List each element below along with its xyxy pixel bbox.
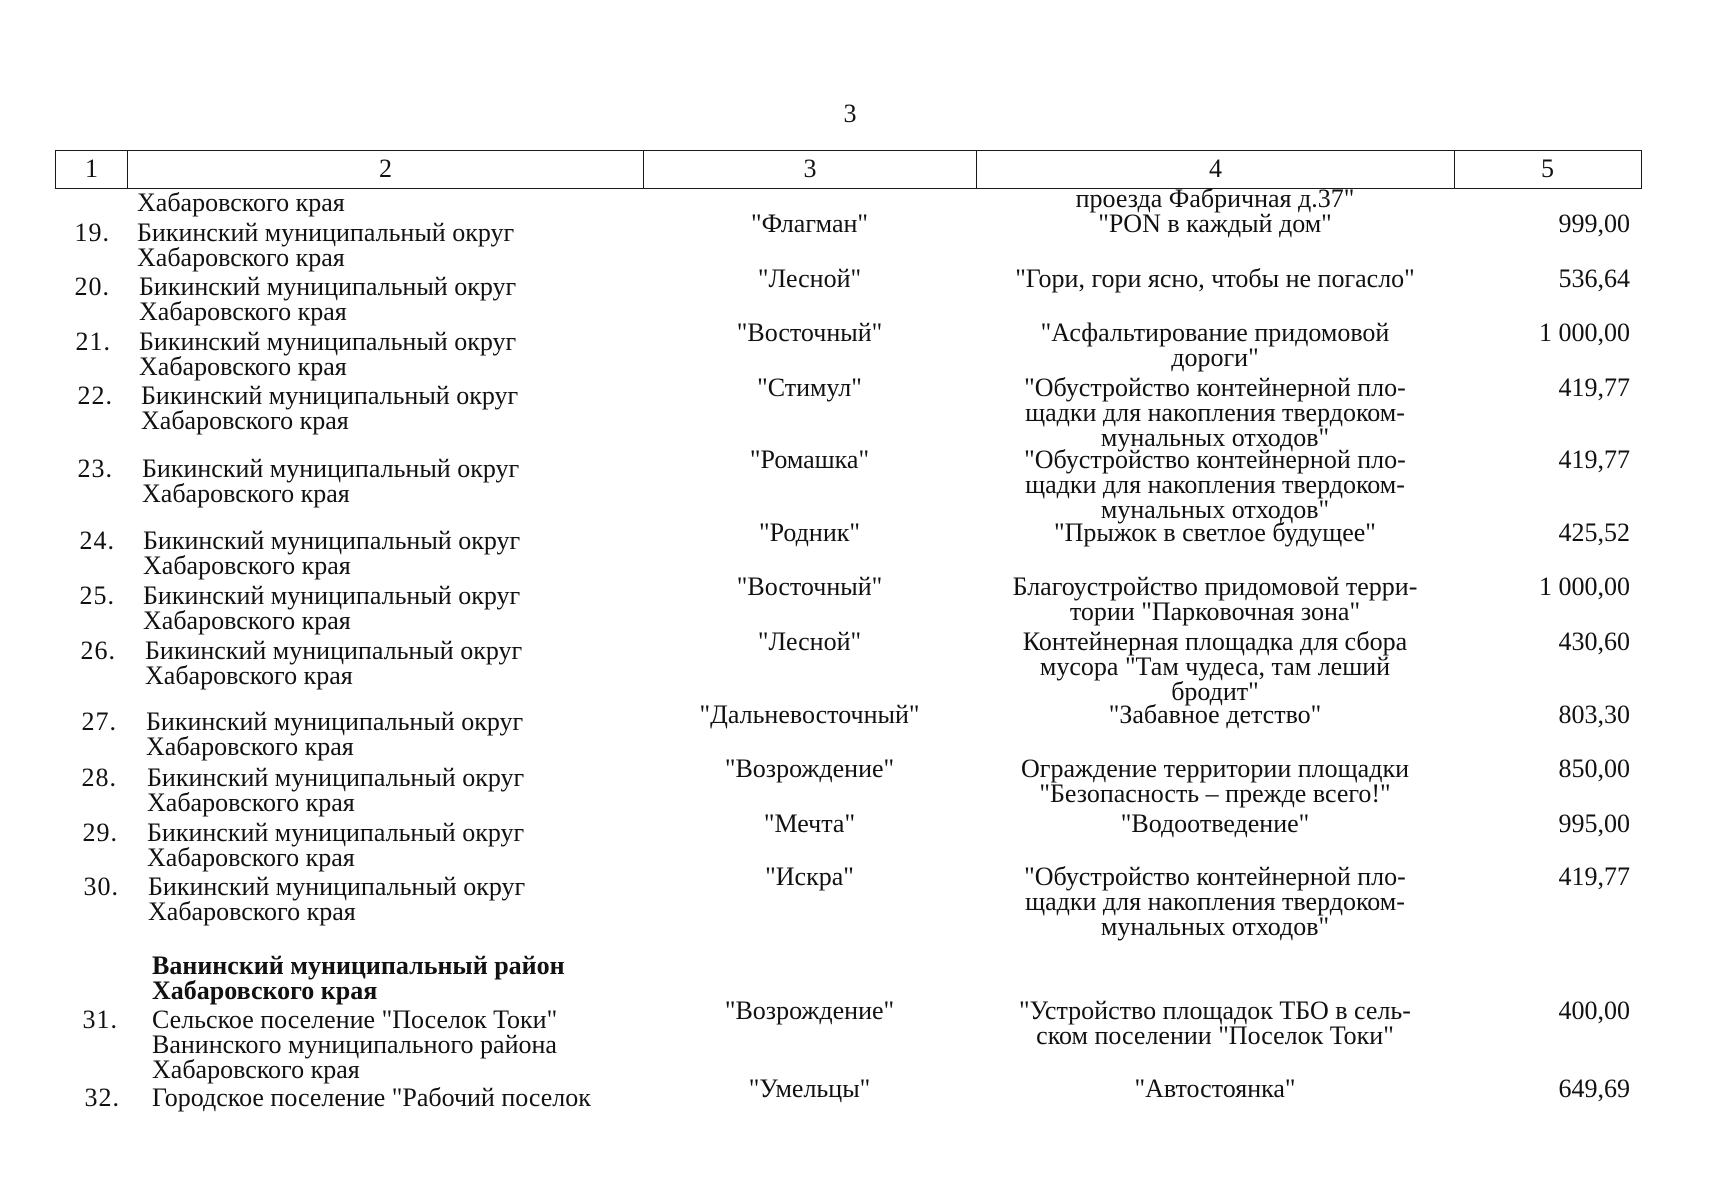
project-cell <box>976 375 1454 450</box>
municipality-line: Бикинский муниципальный округ <box>142 454 520 483</box>
project-cell: проезда Фабричная д.37" <box>1075 184 1355 213</box>
row-number: 26. <box>80 636 116 665</box>
row-number: 25. <box>79 581 115 610</box>
municipality-line: Бикинский муниципальный округ <box>139 327 517 356</box>
municipality-line: Хабаровского края <box>148 897 356 926</box>
municipality-cell <box>147 820 524 870</box>
municipality-line: Бикинский муниципальный округ <box>137 218 515 247</box>
municipality-line: Сельское поселение "Поселок Токи" <box>152 1005 558 1034</box>
amount-cell: 1 000,00 <box>1539 572 1630 601</box>
project-line: "Автостоянка" <box>1134 1074 1296 1103</box>
municipality-line: Бикинский муниципальный округ <box>139 272 517 301</box>
row-number: 24. <box>79 526 115 555</box>
amount-cell: 1 000,00 <box>1539 318 1630 347</box>
amount-cell: 425,52 <box>1558 518 1630 547</box>
organization-cell: "Лесной" <box>757 627 862 656</box>
municipality-line: Хабаровского края <box>152 1055 360 1084</box>
municipality-cell: Хабаровского края <box>137 188 345 217</box>
municipality-line: Бикинский муниципальный округ <box>147 763 525 792</box>
column-header-2: 2 <box>128 151 644 188</box>
project-line: щадки для накопления твердоком- <box>1025 398 1405 427</box>
project-line: "Прыжок в светлое будущее" <box>1054 518 1376 547</box>
project-cell <box>976 266 1454 291</box>
project-cell <box>976 320 1454 370</box>
organization-cell: "Искра" <box>765 862 854 891</box>
column-header-3: 3 <box>644 151 977 188</box>
organization-cell: "Флагман" <box>750 209 869 238</box>
project-cell <box>976 629 1454 704</box>
project-line: дороги" <box>1171 343 1259 372</box>
municipality-cell <box>139 329 516 379</box>
municipality-cell <box>147 765 524 815</box>
project-line: "Забавное детство" <box>1108 700 1322 729</box>
municipality-line: Бикинский муниципальный округ <box>143 526 521 555</box>
project-line: тории "Парковочная зона" <box>1069 597 1361 626</box>
municipality-line: Бикинский муниципальный округ <box>146 707 524 736</box>
municipality-line: Хабаровского края <box>145 661 353 690</box>
municipality-line: Хабаровского края <box>139 297 347 326</box>
project-line: "Обустройство контейнерной пло- <box>1024 373 1406 402</box>
column-header-4: 4 <box>977 151 1455 188</box>
amount-cell: 536,64 <box>1558 264 1630 293</box>
organization-cell: "Мечта" <box>763 809 856 838</box>
project-cell <box>976 811 1454 836</box>
organization-cell: "Ромашка" <box>749 445 870 474</box>
project-cell <box>976 756 1454 806</box>
project-line: "Гори, гори ясно, чтобы не погасло" <box>1015 264 1415 293</box>
amount-cell: 419,77 <box>1558 445 1630 474</box>
row-number: 27. <box>81 707 117 736</box>
project-line: щадки для накопления твердоком- <box>1025 470 1405 499</box>
project-line: "Обустройство контейнерной пло- <box>1024 862 1406 891</box>
project-cell <box>976 520 1454 545</box>
project-line: "Устройство площадок ТБО в сель- <box>1019 996 1411 1025</box>
amount-cell: 995,00 <box>1558 809 1630 838</box>
amount-cell: 649,69 <box>1558 1074 1630 1103</box>
amount-cell: 803,30 <box>1558 700 1630 729</box>
row-number: 28. <box>81 763 117 792</box>
municipality-line: Бикинский муниципальный округ <box>141 381 519 410</box>
municipality-line: Бикинский муниципальный округ <box>145 636 523 665</box>
organization-cell: "Возрождение" <box>724 996 895 1025</box>
project-line: Ограждение территории площадки <box>1021 754 1409 783</box>
municipality-line: Бикинский муниципальный округ <box>143 581 521 610</box>
municipality-cell <box>139 274 516 324</box>
project-line: мунальных отходов" <box>1100 423 1330 452</box>
municipality-cell <box>141 383 518 433</box>
municipality-cell <box>152 1007 557 1082</box>
organization-cell: "Лесной" <box>757 264 862 293</box>
organization-cell: "Возрождение" <box>724 754 895 783</box>
municipality-line: Хабаровского края <box>142 479 350 508</box>
page-number: 3 <box>843 99 857 128</box>
project-line: мунальных отходов" <box>1100 912 1330 941</box>
municipality-cell <box>143 583 520 633</box>
row-number: 23. <box>77 454 113 483</box>
municipality-cell <box>152 1085 591 1110</box>
organization-cell: "Родник" <box>759 518 860 547</box>
row-number: 20. <box>74 272 110 301</box>
municipality-line: Хабаровского края <box>141 406 349 435</box>
section-heading-line: Хабаровского края <box>152 976 378 1005</box>
amount-cell: 430,60 <box>1558 627 1630 656</box>
amount-cell: 419,77 <box>1558 862 1630 891</box>
project-cell <box>976 864 1454 939</box>
amount-cell: 400,00 <box>1558 996 1630 1025</box>
municipality-line: Ванинского муниципального района <box>152 1030 557 1059</box>
project-cell <box>976 702 1454 727</box>
project-line: Контейнерная площадка для сбора <box>1022 627 1408 656</box>
amount-cell: 999,00 <box>1558 209 1630 238</box>
amount-cell: 419,77 <box>1558 373 1630 402</box>
project-line: Благоустройство придомовой терри- <box>1012 572 1418 601</box>
row-number: 19. <box>74 218 110 247</box>
column-header-5: 5 <box>1541 154 1554 183</box>
municipality-cell <box>148 874 525 924</box>
project-line: "Асфальтирование придомовой <box>1040 318 1390 347</box>
project-cell <box>976 447 1454 522</box>
row-number: 30. <box>83 872 119 901</box>
municipality-cell <box>143 528 520 578</box>
municipality-line: Хабаровского края <box>139 352 347 381</box>
section-heading <box>152 953 565 1003</box>
project-line: "Водоотведение" <box>1120 809 1310 838</box>
project-line: бродит" <box>1171 677 1259 706</box>
organization-cell: "Стимул" <box>757 373 862 402</box>
row-number: 29. <box>82 818 118 847</box>
project-cell <box>976 1076 1454 1101</box>
project-cell <box>976 574 1454 624</box>
column-header-1: 1 <box>56 151 128 188</box>
project-line: "PON в каждый дом" <box>1098 209 1332 238</box>
row-number: 31. <box>82 1005 118 1034</box>
amount-cell: 850,00 <box>1558 754 1630 783</box>
municipality-cell <box>142 456 519 506</box>
project-line: "Безопасность – прежде всего!" <box>1039 779 1391 808</box>
organization-cell: "Дальневосточный" <box>699 700 920 729</box>
municipality-line: Городское поселение "Рабочий поселок <box>152 1083 591 1112</box>
organization-cell: "Восточный" <box>736 318 883 347</box>
project-line: "Обустройство контейнерной пло- <box>1024 445 1406 474</box>
row-number: 22. <box>77 381 113 410</box>
organization-cell: "Восточный" <box>736 572 883 601</box>
table-header-row <box>55 150 1642 189</box>
municipality-line: Хабаровского края <box>137 243 345 272</box>
project-line: ском поселении "Поселок Токи" <box>1036 1021 1394 1050</box>
section-heading-line: Ванинский муниципальный район <box>152 951 565 980</box>
municipality-line: Хабаровского края <box>147 788 355 817</box>
project-line: мусора "Там чудеса, там леший <box>1039 652 1391 681</box>
organization-cell: "Умельцы" <box>748 1074 871 1103</box>
project-cell <box>976 998 1454 1048</box>
municipality-cell <box>137 220 514 270</box>
project-line: мунальных отходов" <box>1100 495 1330 524</box>
municipality-line: Бикинский муниципальный округ <box>147 818 525 847</box>
municipality-line: Хабаровского края <box>143 551 351 580</box>
municipality-line: Бикинский муниципальный округ <box>148 872 526 901</box>
project-cell <box>976 211 1454 236</box>
municipality-cell <box>146 709 523 759</box>
municipality-cell <box>145 638 522 688</box>
row-number: 32. <box>84 1083 120 1112</box>
municipality-line: Хабаровского края <box>147 843 355 872</box>
row-number: 21. <box>75 327 111 356</box>
project-line: щадки для накопления твердоком- <box>1025 887 1405 916</box>
municipality-line: Хабаровского края <box>143 606 351 635</box>
municipality-line: Хабаровского края <box>146 732 354 761</box>
